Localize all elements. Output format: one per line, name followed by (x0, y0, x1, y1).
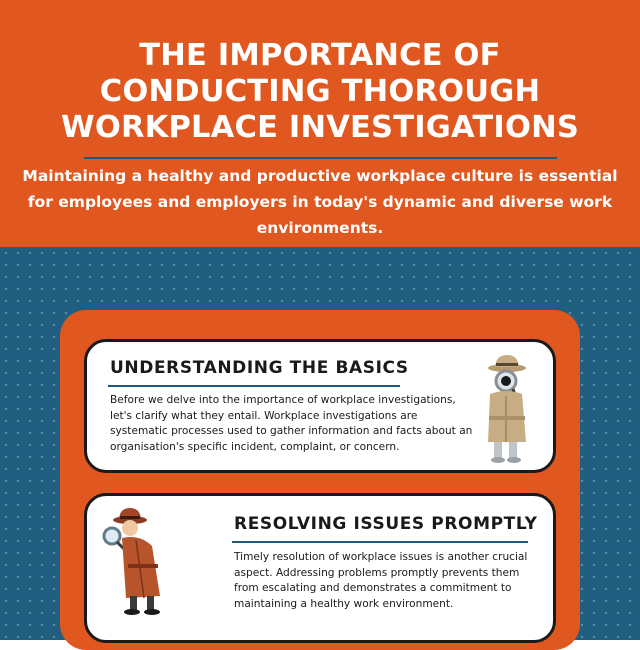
section-divider (232, 541, 528, 543)
section-divider (108, 385, 400, 387)
section-heading: RESOLVING ISSUES PROMPTLY (234, 514, 538, 534)
page-title: THE IMPORTANCE OF CONDUCTING THOROUGH WORKPLACE INVESTIGATIONS (61, 38, 579, 145)
title-divider (84, 157, 557, 159)
detective-searching-icon (100, 506, 180, 618)
detective-magnifying-glass-icon (476, 350, 542, 464)
page-subtitle: Maintaining a healthy and productive workplace culture is essential for employees and employers in today's dynamic and diverse work environments. (22, 167, 618, 237)
section-heading: UNDERSTANDING THE BASICS (110, 358, 409, 378)
section-body: Timely resolution of workplace issues is another crucial aspect. Addressing problems promptly prevents them from escalating and demonstrates a commitment to maintaining a healthy work environment. (234, 551, 528, 610)
section-body: Before we delve into the importance of workplace investigations, let's clarify what they entail. Workplace investigations are systematic processes used to gather information and facts about an organisation's specific incident, complaint, or concern. (110, 394, 473, 453)
